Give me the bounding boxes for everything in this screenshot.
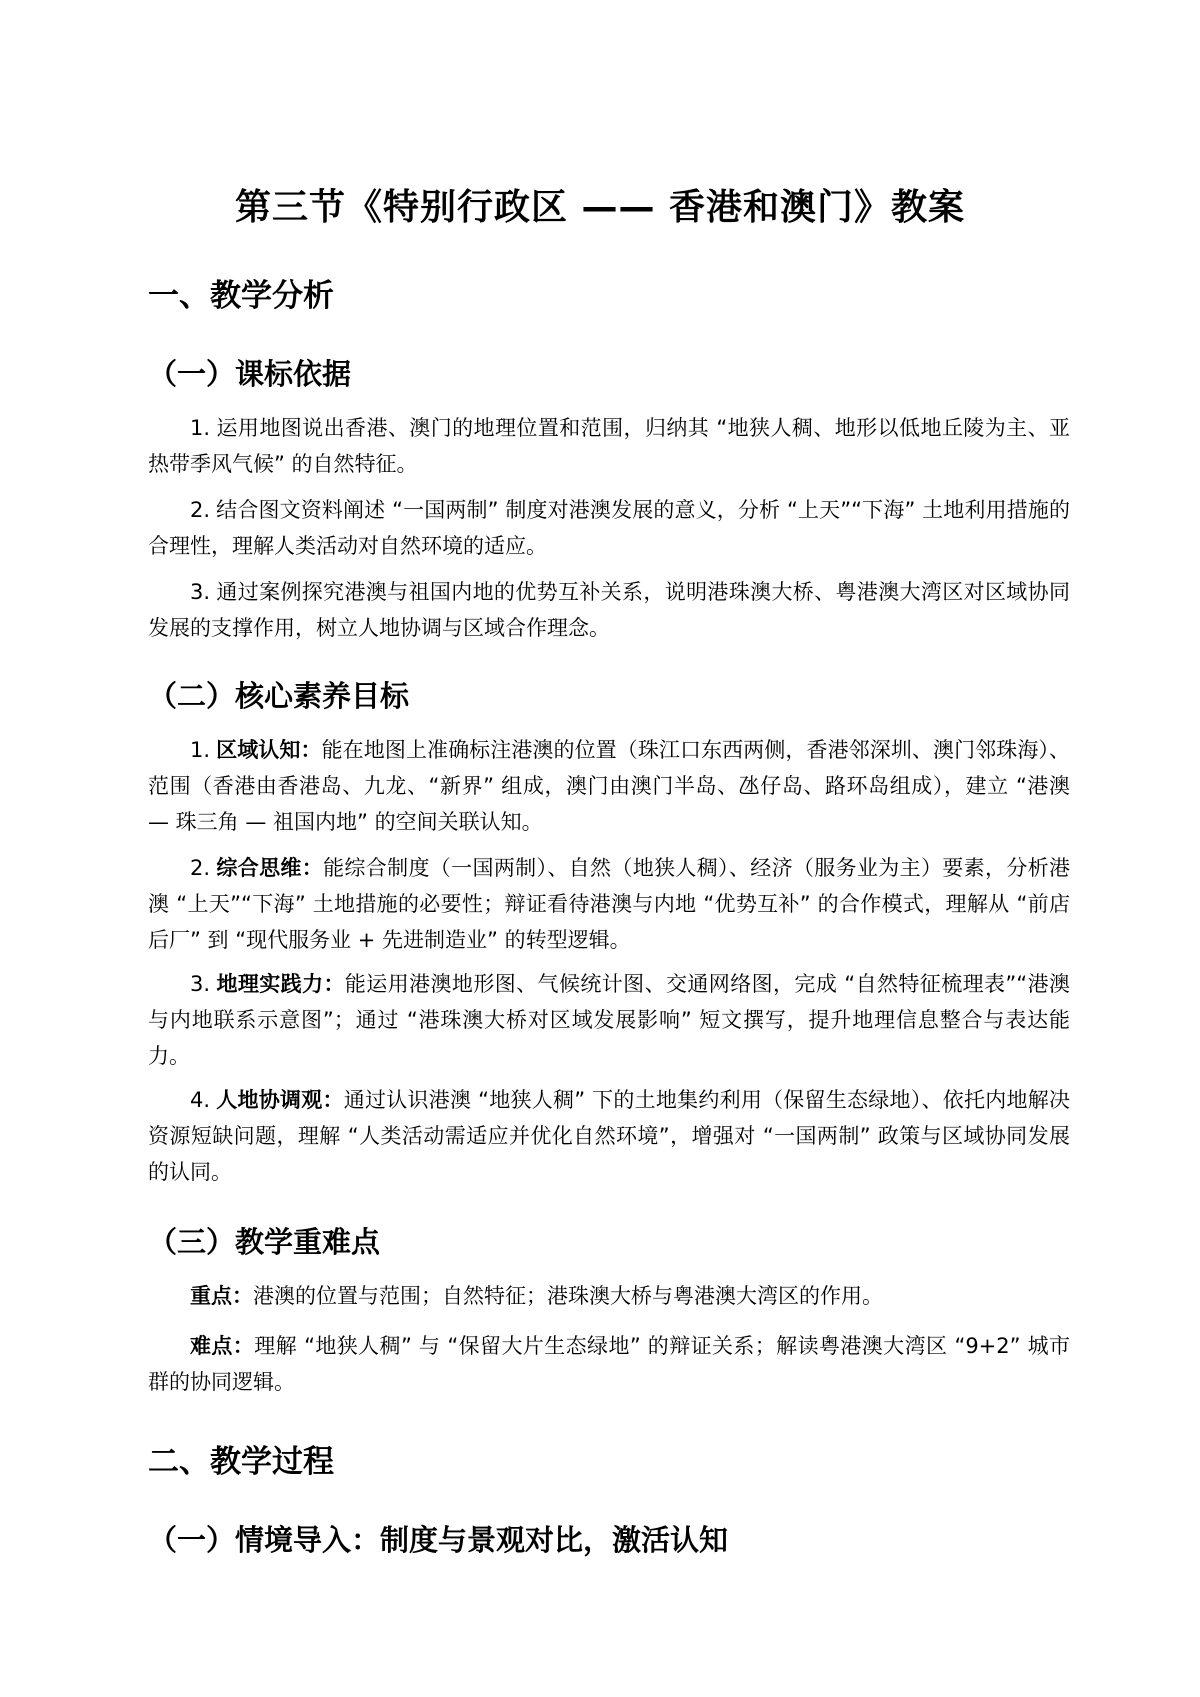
subsection-heading-situation-intro: （一）情境导入：制度与景观对比，激活认知 — [148, 1523, 729, 1557]
curriculum-item-2 — [148, 492, 1070, 564]
item-text: 能综合制度（一国两制）、自然（地狭人稠）、经济（服务业为主）要素，分析港澳 “上天”“下海” 土地措施的必要性；辩证看待港澳与内地 “优势互补” 的合作模式，理解从 “前店后厂” 到 “现代服务业 + 先进制造业” 的转型逻辑。 — [148, 856, 1071, 952]
section-heading-teaching-analysis: 一、教学分析 — [148, 278, 334, 314]
curriculum-item-1 — [148, 410, 1070, 482]
item-text: 港澳的位置与范围；自然特征；港珠澳大桥与粤港澳大湾区的作用。 — [253, 1284, 883, 1308]
curriculum-item-3 — [148, 574, 1070, 646]
item-number: 3. — [190, 972, 211, 996]
document-title: 第三节《特别行政区 —— 香港和澳门》教案 — [234, 187, 966, 228]
item-label: 难点： — [190, 1334, 255, 1358]
item-text: 结合图文资料阐述 “一国两制” 制度对港澳发展的意义，分析 “上天”“下海” 土地利用措施的合理性，理解人类活动对自然环境的适应。 — [148, 498, 1070, 558]
subsection-heading-core-literacy: （二）核心素养目标 — [148, 679, 410, 713]
item-label: 地理实践力： — [216, 972, 345, 996]
literacy-item-3 — [148, 966, 1070, 1074]
subsection-heading-curriculum-basis: （一）课标依据 — [148, 357, 352, 391]
item-label: 人地协调观： — [216, 1088, 344, 1112]
key-point — [148, 1278, 1070, 1314]
item-number: 4. — [190, 1088, 211, 1112]
item-text: 运用地图说出香港、澳门的地理位置和范围，归纳其 “地狭人稠、地形以低地丘陵为主、亚热带季风气候” 的自然特征。 — [148, 416, 1070, 476]
item-text: 通过案例探究港澳与祖国内地的优势互补关系，说明港珠澳大桥、粤港澳大湾区对区域协同发展的支撑作用，树立人地协调与区域合作理念。 — [148, 580, 1070, 640]
section-heading-teaching-process: 二、教学过程 — [148, 1444, 334, 1480]
subsection-heading-key-difficult-points: （三）教学重难点 — [148, 1225, 381, 1259]
item-number: 2. — [190, 856, 211, 880]
item-number: 3. — [190, 580, 211, 604]
item-label: 区域认知： — [216, 738, 322, 762]
item-label: 综合思维： — [216, 856, 324, 880]
item-number: 2. — [190, 498, 211, 522]
item-text: 能在地图上准确标注港澳的位置（珠江口东西两侧，香港邻深圳、澳门邻珠海）、范围（香港由香港岛、九龙、“新界” 组成，澳门由澳门半岛、氹仔岛、路环岛组成），建立 “港澳 — 珠三角 — 祖国内地” 的空间关联认知。 — [148, 738, 1071, 834]
item-number: 1. — [190, 416, 211, 440]
item-text: 通过认识港澳 “地狭人稠” 下的土地集约利用（保留生态绿地）、依托内地解决资源短缺问题，理解 “人类活动需适应并优化自然环境”，增强对 “一国两制” 政策与区域协同发展的认同。 — [148, 1088, 1071, 1184]
literacy-item-4 — [148, 1082, 1070, 1190]
item-label: 重点： — [190, 1284, 253, 1308]
literacy-item-2 — [148, 850, 1070, 958]
difficult-point — [148, 1328, 1070, 1400]
literacy-item-1 — [148, 732, 1070, 840]
item-number: 1. — [190, 738, 211, 762]
item-text: 能运用港澳地形图、气候统计图、交通网络图，完成 “自然特征梳理表”“港澳与内地联系示意图”；通过 “港珠澳大桥对区域发展影响” 短文撰写，提升地理信息整合与表达能力。 — [148, 972, 1071, 1068]
item-text: 理解 “地狭人稠” 与 “保留大片生态绿地” 的辩证关系；解读粤港澳大湾区 “9+2” 城市群的协同逻辑。 — [148, 1334, 1070, 1394]
